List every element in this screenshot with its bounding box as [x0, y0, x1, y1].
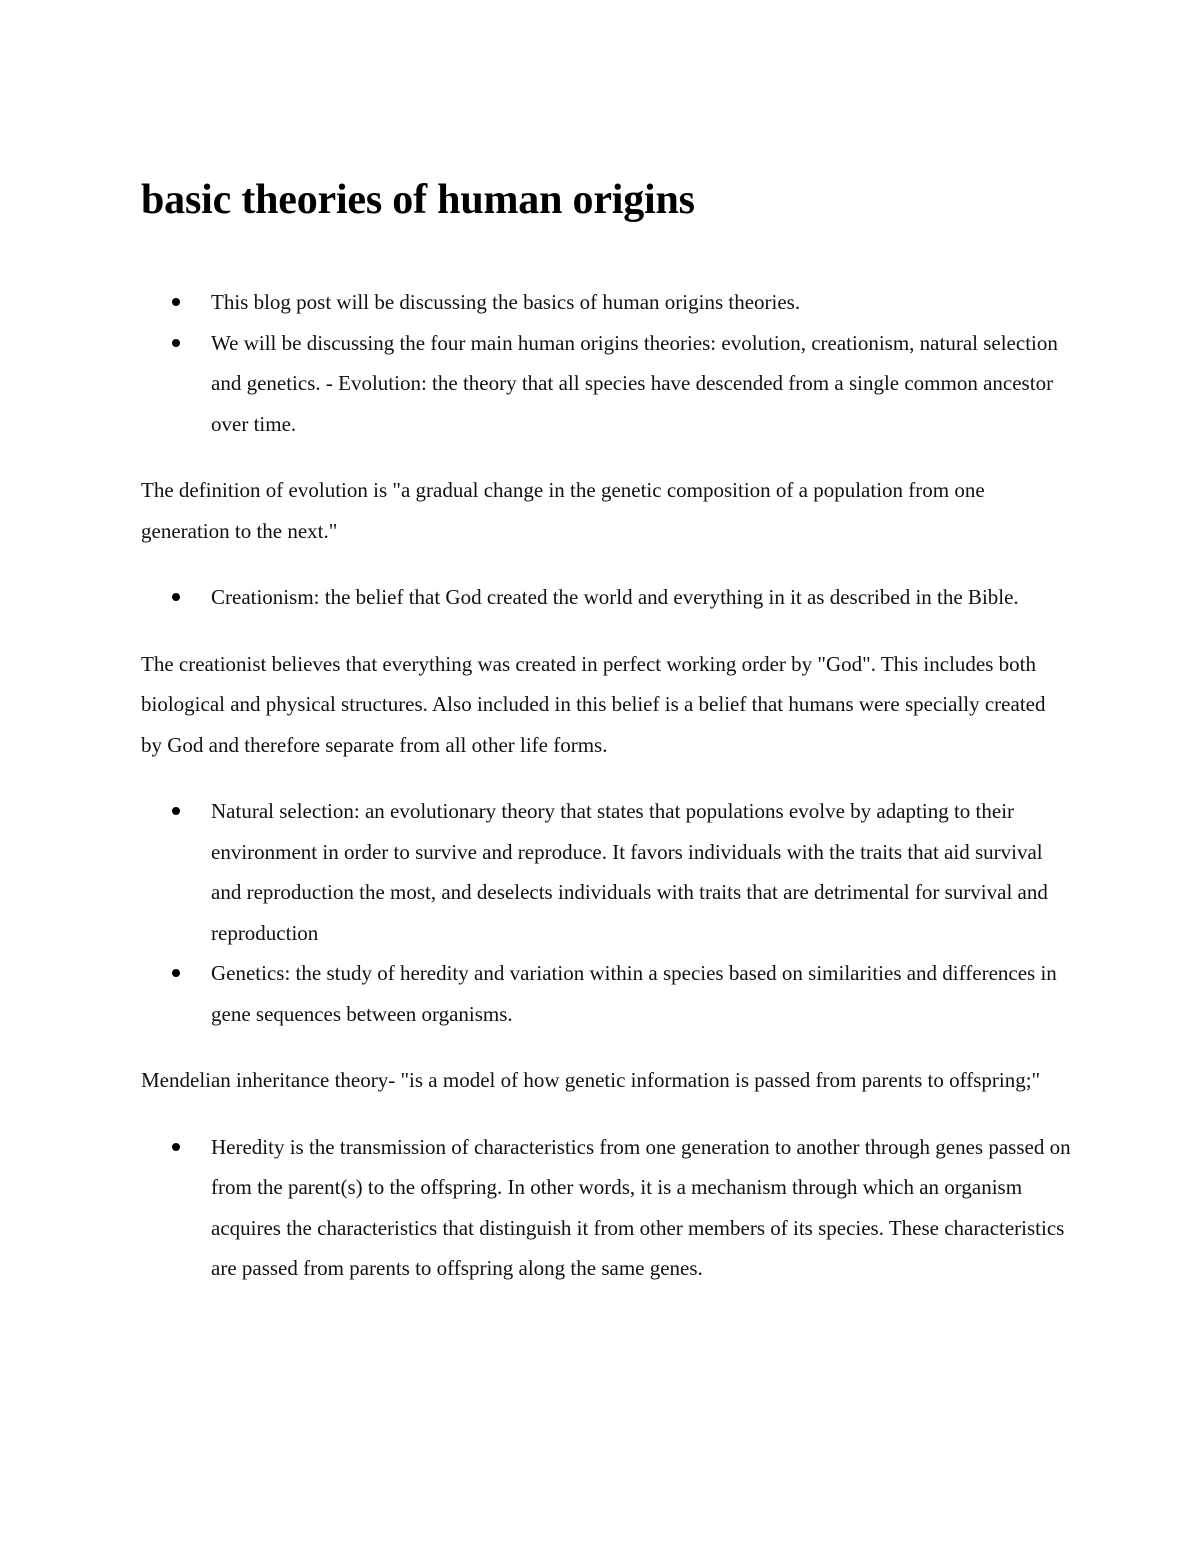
bullet-icon	[172, 339, 180, 347]
bullet-icon	[172, 1143, 180, 1151]
list-item-text: Heredity is the transmission of characteristics from one generation to another through genes passed on from the parent(s) to the offspring. In other words, it is a mechanism through which an organism acquires the characteristics that distinguish it from other members of its species. These characteristics are passed from parents to offspring along the same genes.	[211, 1134, 1071, 1280]
paragraph-mendelian: Mendelian inheritance theory- "is a model of how genetic information is passed from parents to offspring;"	[141, 1068, 1041, 1092]
document-body	[141, 170, 1071, 1289]
list-item-text: Creationism: the belief that God created the world and everything in it as described in the Bible.	[211, 585, 1019, 609]
list-item	[141, 577, 1071, 618]
paragraph-creationist: The creationist believes that everything was created in perfect working order by "God". This includes both biological and physical structures. Also included in this belief is a belief that humans were specially created by God and therefore separate from all other life forms.	[141, 651, 1046, 757]
list-item-text: Genetics: the study of heredity and variation within a species based on similarities and differences in gene sequences between organisms.	[211, 961, 1057, 1026]
bullet-icon	[172, 593, 180, 601]
bullet-list	[141, 1127, 1071, 1289]
page-title: basic theories of human origins	[141, 177, 695, 223]
list-item-text: We will be discussing the four main human origins theories: evolution, creationism, natural selection and genetics. - Evolution: the theory that all species have descended from a single common ancestor over time.	[211, 330, 1058, 436]
list-item	[141, 323, 1071, 445]
list-item	[141, 953, 1071, 1034]
list-item-text: This blog post will be discussing the basics of human origins theories.	[211, 290, 801, 314]
bullet-list	[141, 791, 1071, 1034]
bullet-icon	[172, 807, 180, 815]
list-item	[141, 1127, 1071, 1289]
list-item	[141, 791, 1071, 953]
bullet-list	[141, 282, 1071, 444]
list-item	[141, 282, 1071, 323]
list-item-text: Natural selection: an evolutionary theory that states that populations evolve by adapting to their environment in order to survive and reproduce. It favors individuals with the traits that aid survival and reproduction the most, and deselects individuals with traits that are detrimental for survival and reproduction	[211, 799, 1048, 945]
paragraph-evolution-definition: The definition of evolution is "a gradual change in the genetic composition of a population from one generation to the next."	[141, 478, 985, 543]
bullet-icon	[172, 969, 180, 977]
bullet-list	[141, 577, 1071, 618]
bullet-icon	[172, 298, 180, 306]
